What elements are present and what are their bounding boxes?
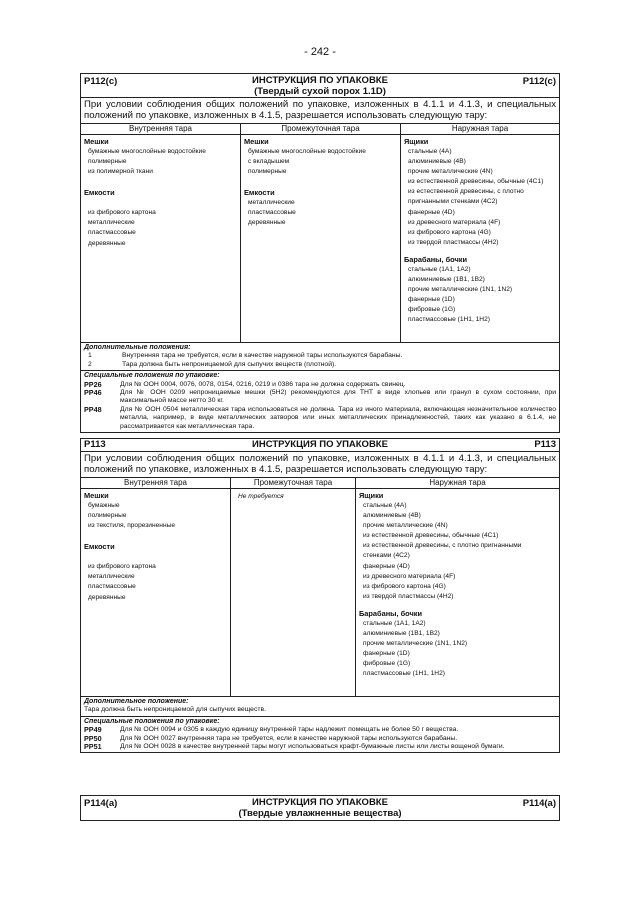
provision-text: Для № ООН 0004, 0076, 0078, 0154, 0216, 0219 и 0386 тара не должна содержать свинец. (120, 380, 406, 388)
list-item: металлические (248, 199, 295, 207)
intermediate-receptacles-heading: Емкости (244, 188, 275, 198)
instruction-title: ИНСТРУКЦИЯ ПО УПАКОВКЕ (252, 439, 388, 450)
provision-text: Внутренняя тара не требуется, если в качестве наружной тары используются барабаны. (122, 352, 403, 360)
list-item: из древесного материала (4F) (408, 218, 501, 226)
list-item: полимерные (88, 512, 127, 520)
list-item: стенками (4С2) (363, 552, 410, 560)
list-item: стальные (1А1, 1А2) (363, 619, 426, 627)
provision-text: Для № ООН 0209 непроницаемые мешки (5Н2) рекомендуются для ТНТ в виде хлопьев или гранул в сухом состоянии, при максимальной массе нетто 30 кг. (120, 389, 556, 405)
list-item: из фибрового картона (4G) (363, 582, 446, 590)
list-item: полимерные (248, 168, 287, 176)
instruction-title: ИНСТРУКЦИЯ ПО УПАКОВКЕ (252, 797, 388, 808)
list-item: прочие металлические (4N) (408, 168, 493, 176)
list-item: фанерные (4D) (363, 562, 410, 570)
outer-boxes-heading: Ящики (404, 137, 429, 146)
list-item: стальные (4А) (408, 148, 452, 155)
outer-packaging-column (401, 135, 559, 342)
provision-code: PP46 (84, 388, 102, 398)
packaging-columns (81, 135, 559, 343)
list-item: из древесного материала (4F) (363, 572, 456, 580)
additional-provisions (81, 697, 559, 717)
special-provisions-heading: Специальные положения по упаковке: (84, 372, 220, 380)
list-item: прочие металлические (4N) (363, 522, 448, 530)
list-item: алюминиевые (1В1, 1В2) (408, 276, 485, 284)
additional-provisions (81, 343, 559, 371)
provision-text: Для № ООН 0027 внутренняя тара не требуется, если в качестве наружной тары используются барабаны. (120, 734, 458, 742)
list-item: пластмассовые (248, 209, 296, 217)
list-item: из естественной древесины, обычные (4С1) (363, 532, 499, 540)
inner-receptacles-heading: Емкости (84, 542, 115, 552)
outer-packaging-column (356, 489, 559, 696)
list-item: пластмассовые (88, 583, 136, 591)
list-item: с вкладышем (248, 158, 290, 166)
list-item: металлические (88, 573, 135, 581)
instruction-title-block (81, 797, 559, 819)
list-item: пластмассовые (88, 229, 136, 237)
column-header-intermediate: Промежуточная тара (231, 478, 356, 488)
outer-drums-heading: Барабаны, бочки (359, 608, 423, 618)
list-item: из фибрового картона (88, 209, 156, 217)
column-header-outer: Наружная тара (451, 124, 509, 133)
instruction-p113 (80, 438, 560, 753)
instruction-intro: При условии соблюдения общих положений по упаковке, изложенных в 4.1.1 и 4.1.3, и специальных положений по упаковке, изложенных в 4.1.5, разрешается использовать следующую тару: (81, 98, 559, 124)
instruction-title-block (81, 75, 559, 97)
provision-number: 2 (88, 360, 92, 368)
inner-packaging-column (81, 489, 231, 696)
instruction-subtitle: (Твердые увлажненные вещества) (238, 808, 402, 819)
provision-row (84, 726, 556, 734)
provision-code: PP49 (84, 725, 102, 735)
outer-boxes-heading: Ящики (359, 491, 384, 500)
list-item: из естественной древесины, с плотно пригнанными (363, 542, 522, 550)
column-header-inner: Внутренняя тара (81, 478, 231, 488)
instruction-code-right: P112(c) (522, 76, 556, 87)
page-number: - 242 - (304, 46, 336, 58)
column-header-inner: Внутренняя тара (81, 124, 241, 134)
column-header-outer: Наружная тара (429, 478, 486, 487)
list-item: алюминиевые (4В) (363, 512, 421, 520)
instruction-code-left: P114(a) (84, 798, 118, 809)
instruction-subtitle: (Твердый сухой порох 1.1D) (254, 86, 386, 97)
inner-receptacles-heading: Емкости (84, 188, 115, 198)
list-item: алюминиевые (1В1, 1В2) (363, 630, 440, 638)
list-item: из естественной древесины, обычные (4С1) (408, 178, 544, 186)
special-provisions (81, 371, 559, 432)
inner-bags-heading: Мешки (84, 137, 109, 146)
provision-row (84, 735, 556, 743)
list-item: из полимерной ткани (88, 168, 153, 176)
list-item: стальные (1А1, 1А2) (408, 265, 471, 273)
list-item: из фибрового картона (4G) (408, 228, 491, 236)
instruction-intro: При условии соблюдения общих положений по упаковке, изложенных в 4.1.1 и 4.1.3, и специальных положений по упаковке, изложенных в 4.1.5, разрешается использовать следующую тару: (81, 452, 559, 478)
column-headers (81, 124, 559, 135)
list-item: из фибрового картона (88, 563, 156, 571)
inner-packaging-column (81, 135, 241, 342)
list-item: пригнанными стенками (4С2) (408, 198, 498, 206)
instruction-code-left: P112(c) (84, 76, 118, 87)
list-item: прочие металлические (1N1, 1N2) (408, 286, 513, 294)
instruction-header (81, 74, 559, 98)
instruction-code-right: P114(a) (522, 798, 556, 809)
provision-text: Тара должна быть непроницаемой для сыпучих веществ (плотной). (122, 360, 337, 368)
column-header-intermediate: Промежуточная тара (241, 124, 401, 134)
list-item: пластмассовые (1Н1, 1Н2) (408, 316, 490, 324)
list-item: бумажные многослойные водостойкие (88, 148, 206, 155)
list-item: бумажные (88, 502, 120, 509)
list-item: фибровые (1G) (408, 306, 456, 314)
list-item: полимерные (88, 158, 127, 166)
list-item: деревянные (88, 239, 126, 247)
intermediate-packaging-column (241, 135, 401, 342)
instruction-header (81, 796, 559, 820)
provision-code: PP26 (84, 379, 102, 389)
list-item: стальные (4А) (363, 502, 407, 509)
list-item: из твердой пластмассы (4Н2) (408, 238, 499, 246)
provision-text: Для № ООН 0504 металлическая тара использоваться не должна. Тара из иного материала, включающая незначительное количество металла, например, в виде металлических затворов или иных металлических принадлежностей, таких как указано в 6.1.4, не рассматривается как металлическая тара. (120, 405, 556, 430)
instruction-p114a (80, 795, 560, 821)
list-item: из твердой пластмассы (4Н2) (363, 592, 454, 600)
list-item: алюминиевые (4В) (408, 158, 466, 166)
intermediate-packaging-column (231, 489, 356, 696)
inner-bags-heading: Мешки (84, 491, 109, 500)
packaging-columns (81, 489, 559, 697)
outer-drums-heading: Барабаны, бочки (404, 254, 468, 264)
additional-provisions-heading: Дополнительные положения: (84, 344, 191, 351)
provision-row (84, 406, 556, 431)
list-item: бумажные многослойные водостойкие (248, 148, 366, 155)
list-item: из естественной древесины, с плотно (408, 188, 524, 196)
instruction-code-right: P113 (534, 439, 556, 450)
provision-text: Тара должна быть непроницаемой для сыпучих веществ. (84, 706, 266, 714)
list-item: пластмассовые (1Н1, 1Н2) (363, 670, 445, 678)
list-item: фанерные (1D) (408, 296, 455, 304)
provision-row (84, 352, 556, 360)
provision-row (84, 743, 556, 751)
list-item: прочие металлические (1N1, 1N2) (363, 640, 468, 648)
list-item: деревянные (248, 219, 286, 227)
provision-row (84, 361, 556, 369)
provision-row (84, 389, 556, 406)
instruction-code-left: P113 (84, 439, 106, 450)
provision-text: Для № ООН 0028 в качестве внутренней тары могут использоваться крафт-бумажные листы или листы вощеной бумаги. (120, 743, 505, 751)
provision-code: PP50 (84, 733, 102, 743)
list-item: фанерные (4D) (408, 208, 455, 216)
provision-text: Для № ООН 0094 и 0305 в каждую единицу внутренней тары надлежит помещать не более 50 г вещества. (120, 726, 459, 734)
intermediate-bags-heading: Мешки (244, 137, 269, 146)
list-item: фибровые (1G) (363, 660, 411, 668)
not-required-text: Не требуется (238, 493, 284, 500)
special-provisions-heading: Специальные положения по упаковке: (84, 717, 220, 725)
list-item: фанерные (1D) (363, 650, 410, 658)
additional-provisions-heading: Дополнительное положение: (84, 698, 189, 705)
list-item: металлические (88, 219, 135, 227)
instruction-title: ИНСТРУКЦИЯ ПО УПАКОВКЕ (252, 75, 388, 86)
instruction-header (81, 439, 559, 452)
list-item: из текстиля, прорезиненные (88, 522, 175, 530)
special-provisions (81, 717, 559, 753)
list-item: деревянные (88, 593, 126, 601)
provision-number: 1 (88, 352, 92, 360)
provision-row (84, 381, 556, 389)
provision-code: PP48 (84, 404, 102, 414)
column-headers (81, 478, 559, 489)
instruction-p112c (80, 73, 560, 433)
provision-code: PP51 (84, 742, 102, 752)
